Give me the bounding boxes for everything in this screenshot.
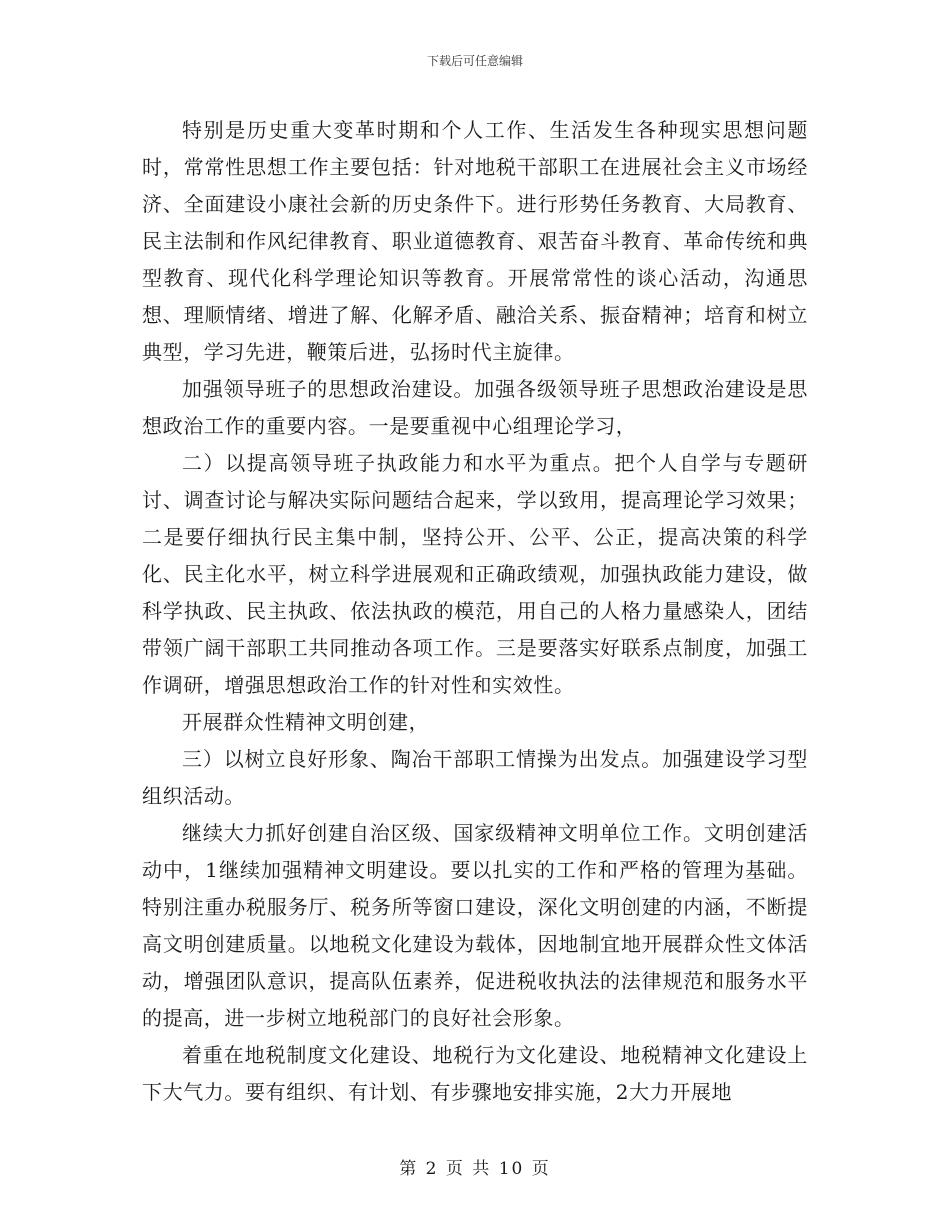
paragraph-7: 着重在地税制度文化建设、地税行为文化建设、地税精神文化建设上下大气力。要有组织、有计划、有步骤地安排实施，2大力开展地 [142,1043,808,1104]
paragraph-5: 三）以树立良好形象、陶冶干部职工情操为出发点。加强建设学习型组织活动。 [142,747,808,808]
paragraph-6: 继续大力抓好创建自治区级、国家级精神文明单位工作。文明创建活动中，1继续加强精神文明建设。要以扎实的工作和严格的管理为基础。特别注重办税服务厅、税务所等窗口建设，深化文明创建的内涵，不断提高文明创建质量。以地税文化建设为载体，因地制宜地开展群众性文体活动，增强团队意识，提高队伍素养，促进税收执法的法律规范和服务水平的提高，进一步树立地税部门的良好社会形象。 [142,821,808,1030]
document-body [142,112,808,1111]
page-footer: 第 2 页 共 10 页 [399,1159,551,1179]
paragraph-1: 特别是历史重大变革时期和个人工作、生活发生各种现实思想问题时，常常性思想工作主要包括：针对地税干部职工在进展社会主义市场经济、全面建设小康社会新的历史条件下。进行形势任务教育、大局教育、民主法制和作风纪律教育、职业道德教育、艰苦奋斗教育、革命传统和典型教育、现代化科学理论知识等教育。开展常常性的谈心活动，沟通思想、理顺情绪、增进了解、化解矛盾、融洽关系、振奋精神；培育和树立典型，学习先进，鞭策后进，弘扬时代主旋律。 [142,118,808,364]
paragraph-2: 加强领导班子的思想政治建设。加强各级领导班子思想政治建设是思想政治工作的重要内容。一是要重视中心组理论学习， [142,377,808,438]
page-header: 下载后可任意编辑 [426,54,523,68]
paragraph-4: 开展群众性精神文明创建， [182,710,430,734]
paragraph-3: 二）以提高领导班子执政能力和水平为重点。把个人自学与专题研讨、调查讨论与解决实际问题结合起来，学以致用，提高理论学习效果；二是要仔细执行民主集中制，坚持公开、公平、公正，提高决策的科学化、民主化水平，树立科学进展观和正确政绩观，加强执政能力建设，做科学执政、民主执政、依法执政的模范，用自己的人格力量感染人，团结带领广阔干部职工共同推动各项工作。三是要落实好联系点制度，加强工作调研，增强思想政治工作的针对性和实效性。 [142,451,808,697]
